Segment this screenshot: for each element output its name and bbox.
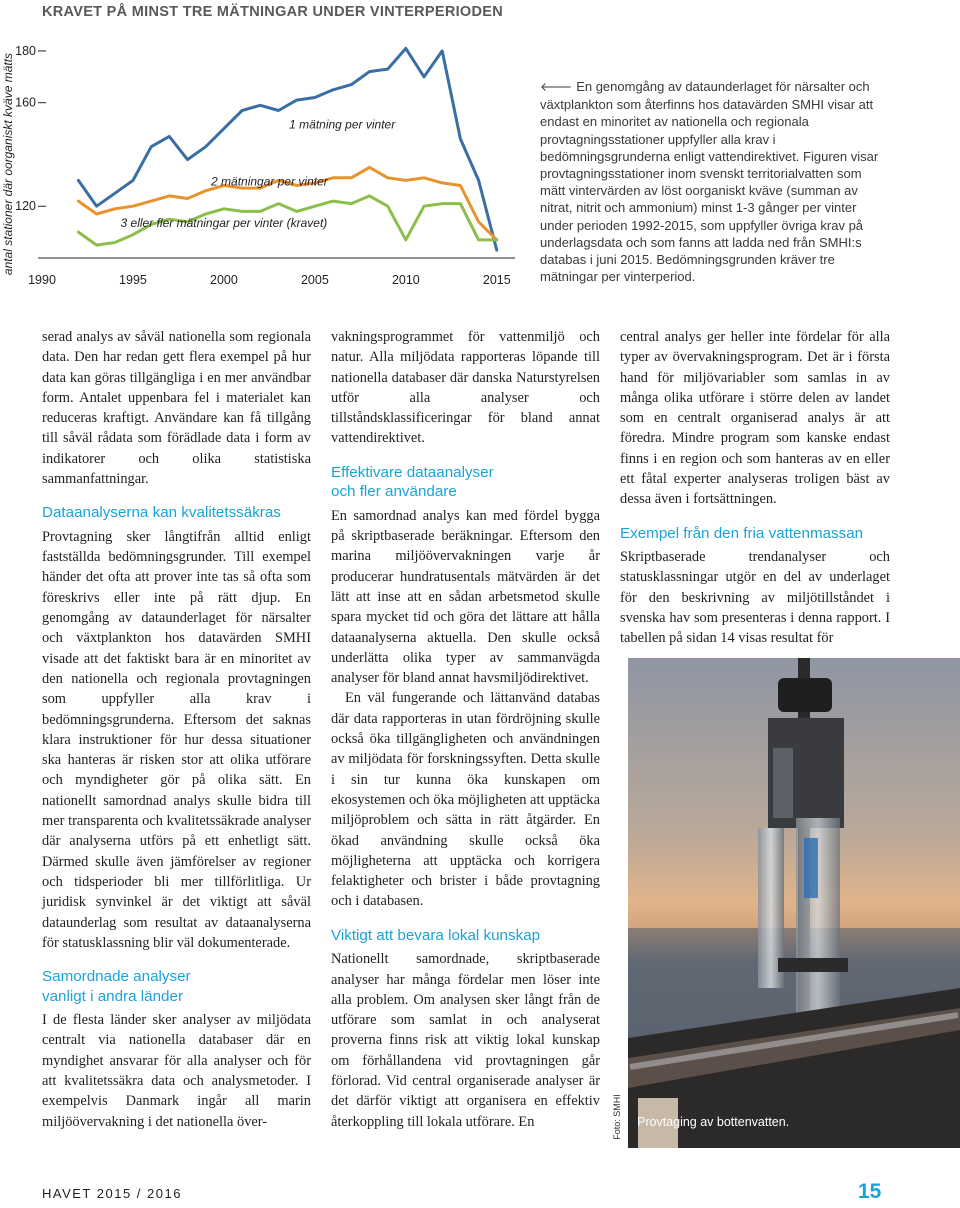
section-heading-text: Exempel från den fria vattenmassan — [620, 524, 864, 542]
footer-publication: HAVET 2015 / 2016 — [42, 1186, 182, 1201]
text-column-3 — [620, 327, 890, 649]
arrow-left-icon: 🡐 — [540, 80, 573, 94]
series-label-2: 2 mätningar per vinter — [211, 174, 328, 189]
y-tick-label: 120 — [15, 199, 36, 214]
paragraph: I de flesta länder sker analyser av miljödata centralt via nationella databaser där en myndighet ansvarar för alla analyser och för att kvalitetssäkra data och analysmetoder. I exempelvis Danmark ingår all marin miljöövervakning i det nationella över- — [42, 1012, 311, 1130]
photo-water-sampler — [628, 658, 960, 1148]
section-heading — [331, 463, 600, 502]
series-label-3: 3 eller fler mätningar per vinter (kravet) — [120, 215, 328, 230]
x-tick-label: 2005 — [300, 273, 329, 287]
x-tick-label: 1990 — [28, 273, 56, 287]
y-tick-label: 180 — [15, 43, 36, 58]
section-heading-text: Viktigt att bevara lokal kunskap — [331, 926, 541, 944]
chart-axes — [15, 30, 515, 287]
figure-caption-text: En genomgång av dataunderlaget för närsalter och växtplankton som återfinns hos datavärden SMHI visar att endast en minoritet av nationella och regionala provtagningsstationer uppfyller alla krav i bedömningsgrunderna enligt vattendirektivet. Figuren visar provtagningsstationer inom svenskt territorialvatten som mätt vintervärden av löst oorganiskt kväve (summan av nitrat, nitrit och ammonium) minst 1-3 gånger per vinter under perioden 1992-2015, som uppfyller övriga krav på underlagsdata och som fanns att ladda ned från SMHI:s databas i juni 2015. Bedömningsgrunden kräver tre mätningar per vinterperiod. — [540, 79, 879, 285]
section-heading-line2: vanligt i andra länder — [42, 987, 183, 1005]
text-column-2 — [331, 327, 600, 1132]
paragraph: Nationellt samordnade, skriptbaserade analyser har många fördelar men löser inte alla problem. Om analysen sker långt från de utförare som samlat in och analyserat proverna finns risk att viktig lokal kunskap om förhållandena vid provtagningen går förlorad. Vid central organiserade analyser är det därför viktigt att organisera en effektiv återkoppling till lokala utförare. En — [331, 951, 600, 1130]
photo-illustration — [628, 658, 960, 1148]
page-number: 15 — [858, 1180, 882, 1203]
chart-series-labels — [121, 118, 397, 230]
section-heading — [331, 926, 600, 946]
paragraph: central analys ger heller inte fördelar för alla typer av övervakningsprogram. Det är i första hand för miljövariabler som samlas in av många olika utförare i större delen av landet som en centralt organiserad analys är att föredra. Mindre program som kanske endast finns i en region och som hanteras av en eller ett fåtal experter analyseras troligen bäst av dessa även i fortsättningen. — [620, 329, 890, 508]
photo-caption: Provtaging av bottenvatten. — [637, 1115, 790, 1129]
paragraph: En samordnad analys kan med fördel bygga på skriptbaserade beräkningar. Eftersom den marina miljöövervakningen varje år producerar hundratusentals mätvärden är det lätt att inse att en sådan arbetsmetod skulle spara mycket tid och göra det lättare att hålla dataanalyserna aktuella. Den skulle också underlätta olika typer av sammanvägda analyser för bland annat havsmiljödirektivet. — [331, 507, 600, 687]
y-axis-label: antal stationer där oorganiskt kväve mätts — [1, 52, 15, 276]
photo-credit-text: Foto: SMHI — [611, 1094, 622, 1140]
text-column-1 — [42, 327, 311, 1132]
section-heading — [620, 524, 890, 544]
figure-title: KRAVET PÅ MINST TRE MÄTNINGAR UNDER VINTERPERIODEN — [42, 4, 504, 20]
photo-credit — [612, 1090, 622, 1150]
paragraph: vakningsprogrammet för vattenmiljö och natur. Alla miljödata rapporteras löpande till nationella databaser där danska Naturstyrelsen utför alla analyser och tillståndsklassificeringar för bland annat vattendirektivet. — [331, 329, 600, 447]
section-heading-line1: Samordnade analyser — [42, 968, 191, 986]
paragraph: En väl fungerande och lättanvänd databas där data rapporteras in utan fördröjning skulle också öka tillgängligheten och användningen av miljödata för forskningssyften. Detta skulle i sin tur kunna öka kunskapen om ekosystemen och öka möjligheten att upptäcka miljöproblem och sätta in rätt åtgärder. En ökad användning skulle också öka möjligheterna att upptäcka och korrigera felaktigheter och brister i både provtagning och i databasen. — [331, 690, 600, 910]
y-tick-label: 160 — [15, 95, 36, 110]
paragraph: Provtagning sker långtifrån alltid enligt fastställda bedömningsgrunder. Till exempel händer det ofta att prover inte tas så ofta som föreskrivs eller inte på rätt djup. En genomgång av dataunderlaget för närsalter och växtplankton hos datavärden SMHI visade att det faktiskt bara är en minoritet av den nationella och regionala provtagningen som uppfyller alla krav i bedömningsgrunderna. Eftersom det saknas klara instruktioner för hur dessa situationer ska hanteras är risken stor att olika utförare och myndigheter gör på olika sätt. En nationellt samordnad analys skulle bidra till mer transparenta och kvalitetssäkrade analyser där analyserna utförs på ett enhetligt sätt. Därmed skulle även jämförelser av regioner och tidsperioder bli mer tillförlitliga. Ur juridisk synvinkel är det viktigt att såväl dataunderlag som resultat av dataanalyserna för statusklassning blir väl dokumenterade. — [42, 528, 311, 951]
x-tick-label: 2000 — [210, 273, 238, 287]
y-axis-label-group — [1, 53, 15, 275]
x-tick-label: 2010 — [391, 273, 420, 287]
section-heading-text: Dataanalyserna kan kvalitetssäkras — [42, 504, 281, 522]
paragraph: Skriptbaserade trendanalyser och statusklassningar utgör en del av underlaget för den beskrivning av miljötillståndet i svenska hav som presenteras i denna rapport. I tabellen på sidan 14 visas resultat för — [620, 549, 890, 647]
section-heading-line2: och fler användare — [331, 483, 457, 501]
x-tick-label: 1995 — [119, 273, 147, 287]
line-chart — [0, 28, 530, 298]
figure-caption — [540, 78, 880, 285]
series-label-1: 1 mätning per vinter — [289, 117, 396, 132]
section-heading-line1: Effektivare dataanalyser — [331, 463, 494, 481]
x-tick-label: 2015 — [482, 273, 511, 287]
section-heading — [42, 967, 311, 1006]
paragraph: serad analys av såväl nationella som regionala data. Den har redan gett flera exempel på hur data kan göras tillgängliga i en mer användbar form. Antalet uppenbara fel i materialet kan reduceras kraftigt. Användare kan få tillgång till såväl rådata som förädlade data i form av indikatorer och olika statistiska sammanfattningar. — [42, 329, 311, 488]
section-heading — [42, 503, 311, 523]
